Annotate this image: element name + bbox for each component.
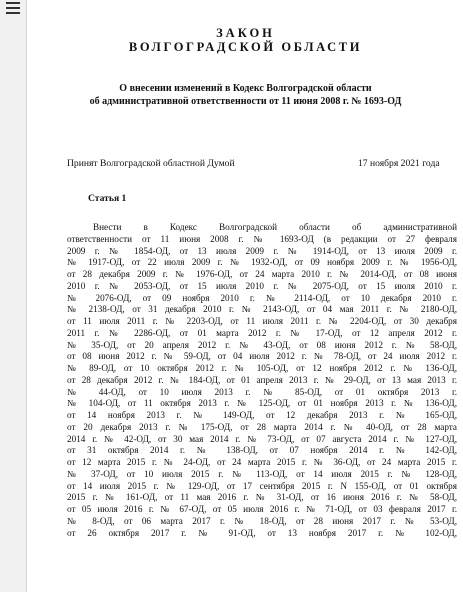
body-line: от 05 июля 2016 г. № 67-ОД, от 05 июля 2016 г. № 71-ОД, от 03 февраля 2017 г. — [67, 504, 457, 514]
law-title: ЗАКОН — [216, 26, 275, 40]
body-line: ответственности от 11 июня 2008 г. № 1693-ОД (в редакции от 27 февраля — [67, 233, 457, 244]
body-line: № 1917-ОД, от 22 июля 2009 г. № 1932-ОД, от 09 ноября 2009 г. № 1956-ОД, — [67, 257, 457, 268]
body-line: № 44-ОД, от 10 июля 2013 г. № 85-ОД, от 01 октября 2013 г. — [67, 386, 457, 397]
body-line: от 26 октября 2017 г. № 91-ОД, от 13 ноября 2017 г. № 102-ОД, — [67, 527, 457, 538]
body-line: от 08 июня 2012 г. № 59-ОД, от 04 июля 2012 г. № 78-ОД, от 24 июля 2012 г. — [67, 351, 457, 362]
body-line: от 28 декабря 2012 г. № 184-ОД, от 01 апреля 2013 г. № 29-ОД, от 13 мая 2013 г. — [67, 374, 457, 385]
body-line: от 14 ноября 2013 г. № 149-ОД, от 12 декабря 2013 г. № 165-ОД, — [67, 410, 457, 420]
body-line: № 8-ОД, от 06 марта 2017 г. № 18-ОД, от 28 июня 2017 г. № 53-ОД, — [67, 515, 457, 526]
article-heading: Статья 1 — [88, 193, 127, 204]
body-line: 2011 г. № 2286-ОД, от 01 марта 2012 г. № 17-ОД, от 12 апреля 2012 г. — [67, 327, 457, 338]
body-line: № 89-ОД, от 10 октября 2012 г. № 105-ОД, от 12 ноября 2012 г. № 136-ОД, — [67, 363, 457, 373]
body-line: № 2076-ОД, от 09 ноября 2010 г. № 2114-ОД, от 10 декабря 2010 г. — [67, 292, 457, 303]
region-title: ВОЛГОГРАДСКОЙ ОБЛАСТИ — [128, 40, 363, 54]
subtitle-line-1: О внесении изменений в Кодекс Волгоградской области — [119, 83, 372, 94]
menu-icon[interactable] — [6, 0, 20, 14]
body-line: от 14 июля 2015 г. № 129-ОД, от 17 сентября 2015 г. N 155-ОД, от 01 октября — [67, 480, 457, 491]
body-line: 2009 г. № 1854-ОД, от 13 июля 2009 г. № 1914-ОД, от 13 июля 2009 г. — [67, 245, 457, 256]
body-line: № 2138-ОД, от 31 декабря 2010 г. № 2143-ОД, от 04 мая 2011 г. № 2180-ОД, — [67, 304, 457, 315]
adopted-by: Принят Волгоградской областной Думой — [67, 158, 235, 169]
adopted-date: 17 ноября 2021 года — [358, 158, 440, 169]
body-line: 2015 г. № 161-ОД, от 11 мая 2016 г. № 31-ОД, от 16 июня 2016 г. № 58-ОД, — [67, 492, 457, 503]
body-line: от 11 июля 2011 г. № 2203-ОД, от 11 июля 2011 г. № 2204-ОД, от 30 декабря — [67, 316, 457, 326]
body-line: № 37-ОД, от 10 июля 2015 г. № 113-ОД, от 14 июля 2015 г. № 128-ОД, — [67, 468, 457, 479]
body-line: № 104-ОД, от 11 октября 2013 г. № 125-ОД, от 01 ноября 2013 г. № 136-ОД, — [67, 398, 457, 409]
body-line: № 35-ОД, от 20 апреля 2012 г. № 43-ОД, от 08 июня 2012 г. № 58-ОД, — [67, 339, 457, 350]
body-line: 2014 г. № 42-ОД, от 30 мая 2014 г. № 73-ОД, от 07 августа 2014 г. № 127-ОД, — [67, 433, 457, 444]
article-body — [67, 222, 457, 539]
body-line: Внести в Кодекс Волгоградской области об административной — [93, 222, 457, 232]
subtitle-line-2: об административной ответственности от 11 июня 2008 г. № 1693-ОД — [89, 96, 402, 107]
body-line: от 20 декабря 2013 г. № 175-ОД, от 28 марта 2014 г. № 40-ОД, от 28 марта — [67, 421, 457, 432]
body-line: 2010 г. № 2053-ОД, от 15 июля 2010 г. № 2075-ОД, от 15 июля 2010 г. — [67, 280, 457, 291]
document-page — [26, 0, 463, 592]
body-line: от 28 декабря 2009 г. № 1976-ОД, от 24 марта 2010 г. № 2014-ОД, от 08 июня — [67, 269, 457, 279]
body-line: от 12 марта 2015 г. № 24-ОД, от 24 марта 2015 г. № 36-ОД, от 24 марта 2015 г. — [67, 457, 457, 467]
body-line: от 31 октября 2014 г. № 138-ОД, от 07 ноября 2014 г. № 142-ОД, — [67, 445, 457, 456]
